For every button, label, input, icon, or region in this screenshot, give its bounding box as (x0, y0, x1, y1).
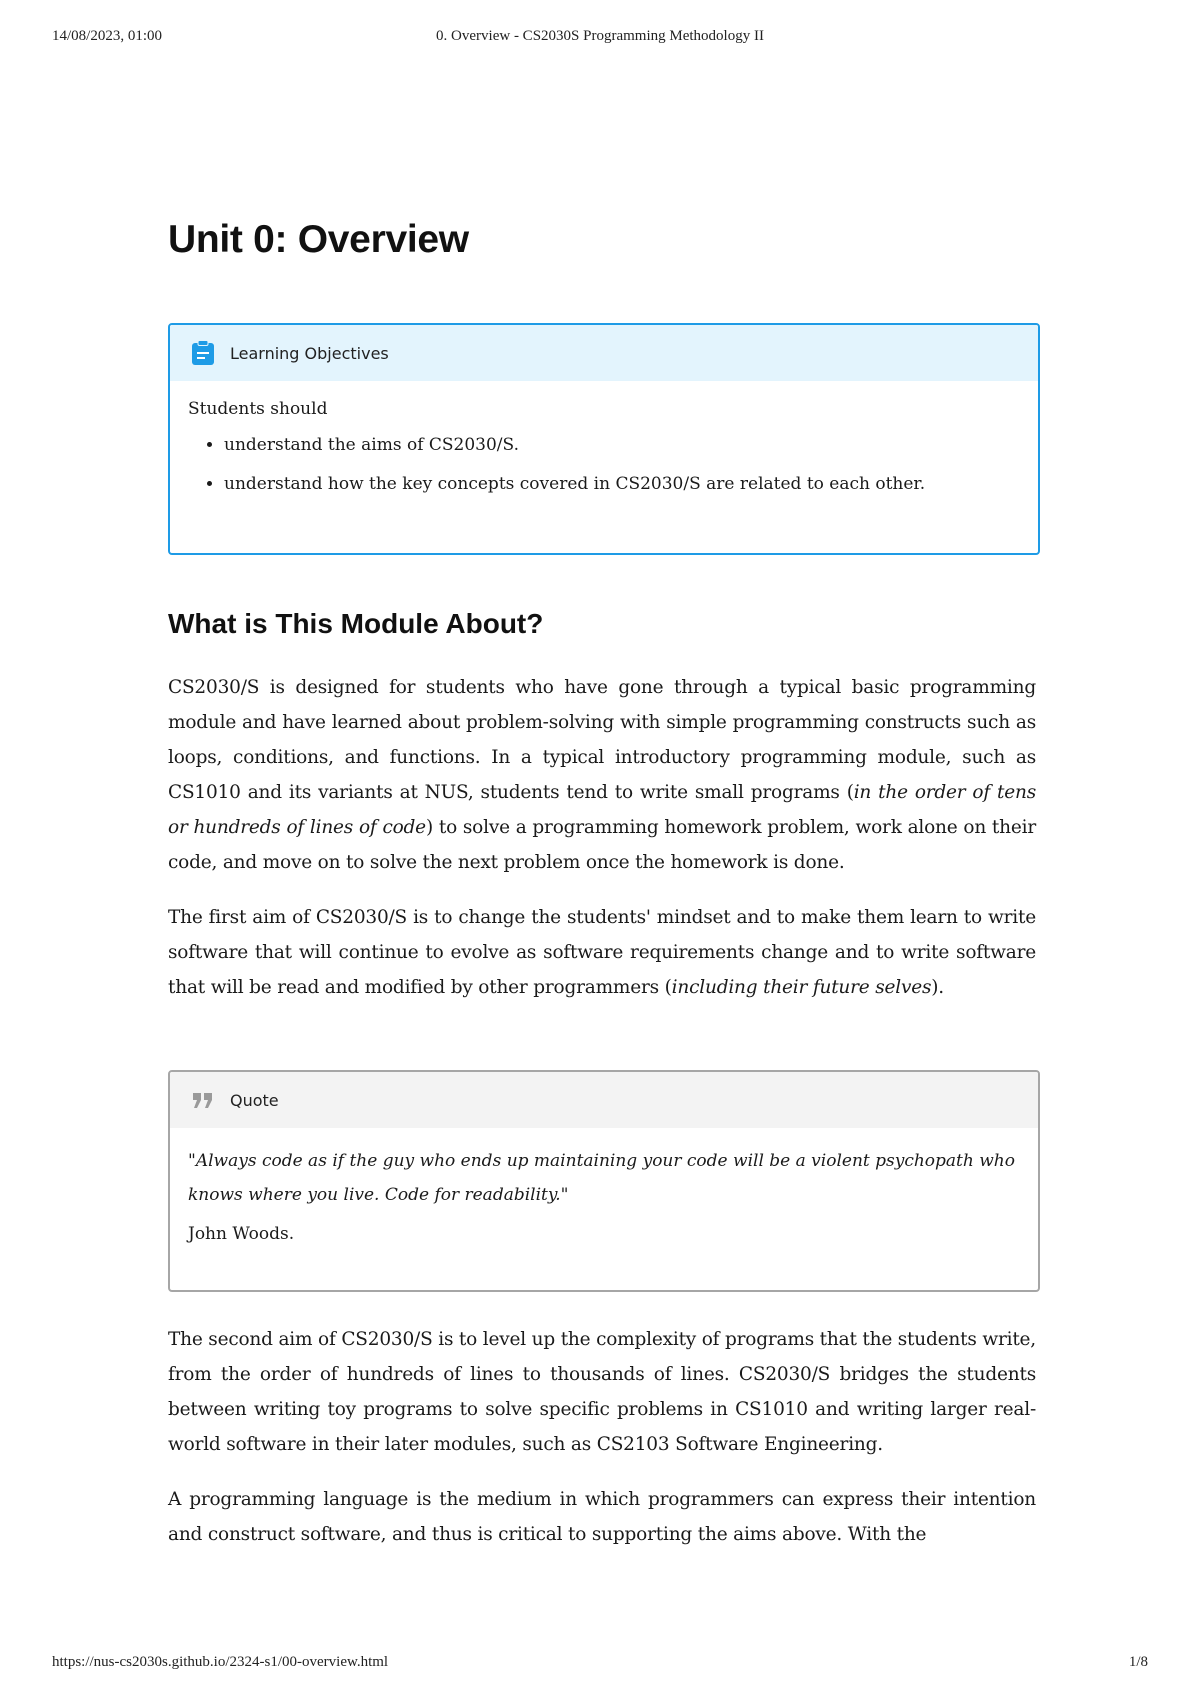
quote-header (170, 1072, 1038, 1128)
paragraph: CS2030/S is designed for students who have gone through a typical basic programming module and have learned about problem-solving with simple programming constructs such as loops, conditions, and functions. In a typical introductory programming module, such as CS1010 and its variants at NUS, students tend to write small programs (in the order of tens or hundreds of lines of code) to solve a programming homework problem, work alone on their code, and move on to solve the next problem once the homework is done. (168, 677, 1036, 873)
quote-body (170, 1128, 1038, 1248)
clipboard-icon (190, 340, 216, 366)
quote-box (168, 1070, 1040, 1292)
paragraph: The second aim of CS2030/S is to level up the complexity of programs that the students write, from the order of hundreds of lines to thousands of lines. CS2030/S bridges the students between writing toy programs to solve specific problems in CS1010 and writing larger real-world software in their later modules, such as CS2103 Software Engineering. (168, 1329, 1036, 1455)
objective-item: • understand how the key concepts covered in CS2030/S are related to each other. (224, 472, 1020, 498)
objectives-list (188, 433, 1020, 498)
quote-author: John Woods. (188, 1224, 295, 1244)
objective-item: • understand the aims of CS2030/S. (224, 433, 1020, 459)
page-title: Unit 0: Overview (168, 218, 469, 261)
paragraph: The first aim of CS2030/S is to change the students' mindset and to make them learn to write software that will continue to evolve as software requirements change and to write software that will be read and modified by other programmers (including their future selves). (168, 907, 1036, 998)
learning-objectives-body (170, 381, 1038, 498)
learning-objectives-header (170, 325, 1038, 381)
print-url: https://nus-cs2030s.github.io/2324-s1/00-overview.html (52, 1654, 389, 1670)
paragraph: A programming language is the medium in which programmers can express their intention and construct software, and thus is critical to supporting the aims above. With the (168, 1489, 1036, 1545)
objectives-intro: Students should (188, 399, 328, 419)
print-page-number: 1/8 (1128, 1654, 1148, 1670)
learning-objectives-box (168, 323, 1040, 555)
quote-text: "Always code as if the guy who ends up maintaining your code will be a violent psychopath who knows where you live. Code for readability." (188, 1151, 1015, 1205)
print-page-title: 0. Overview - CS2030S Programming Methodology II (436, 28, 764, 44)
quote-icon (190, 1087, 216, 1113)
learning-objectives-title: Learning Objectives (230, 343, 389, 363)
quote-title: Quote (230, 1090, 279, 1110)
print-datetime: 14/08/2023, 01:00 (52, 28, 163, 44)
section-heading: What is This Module About? (168, 608, 544, 639)
